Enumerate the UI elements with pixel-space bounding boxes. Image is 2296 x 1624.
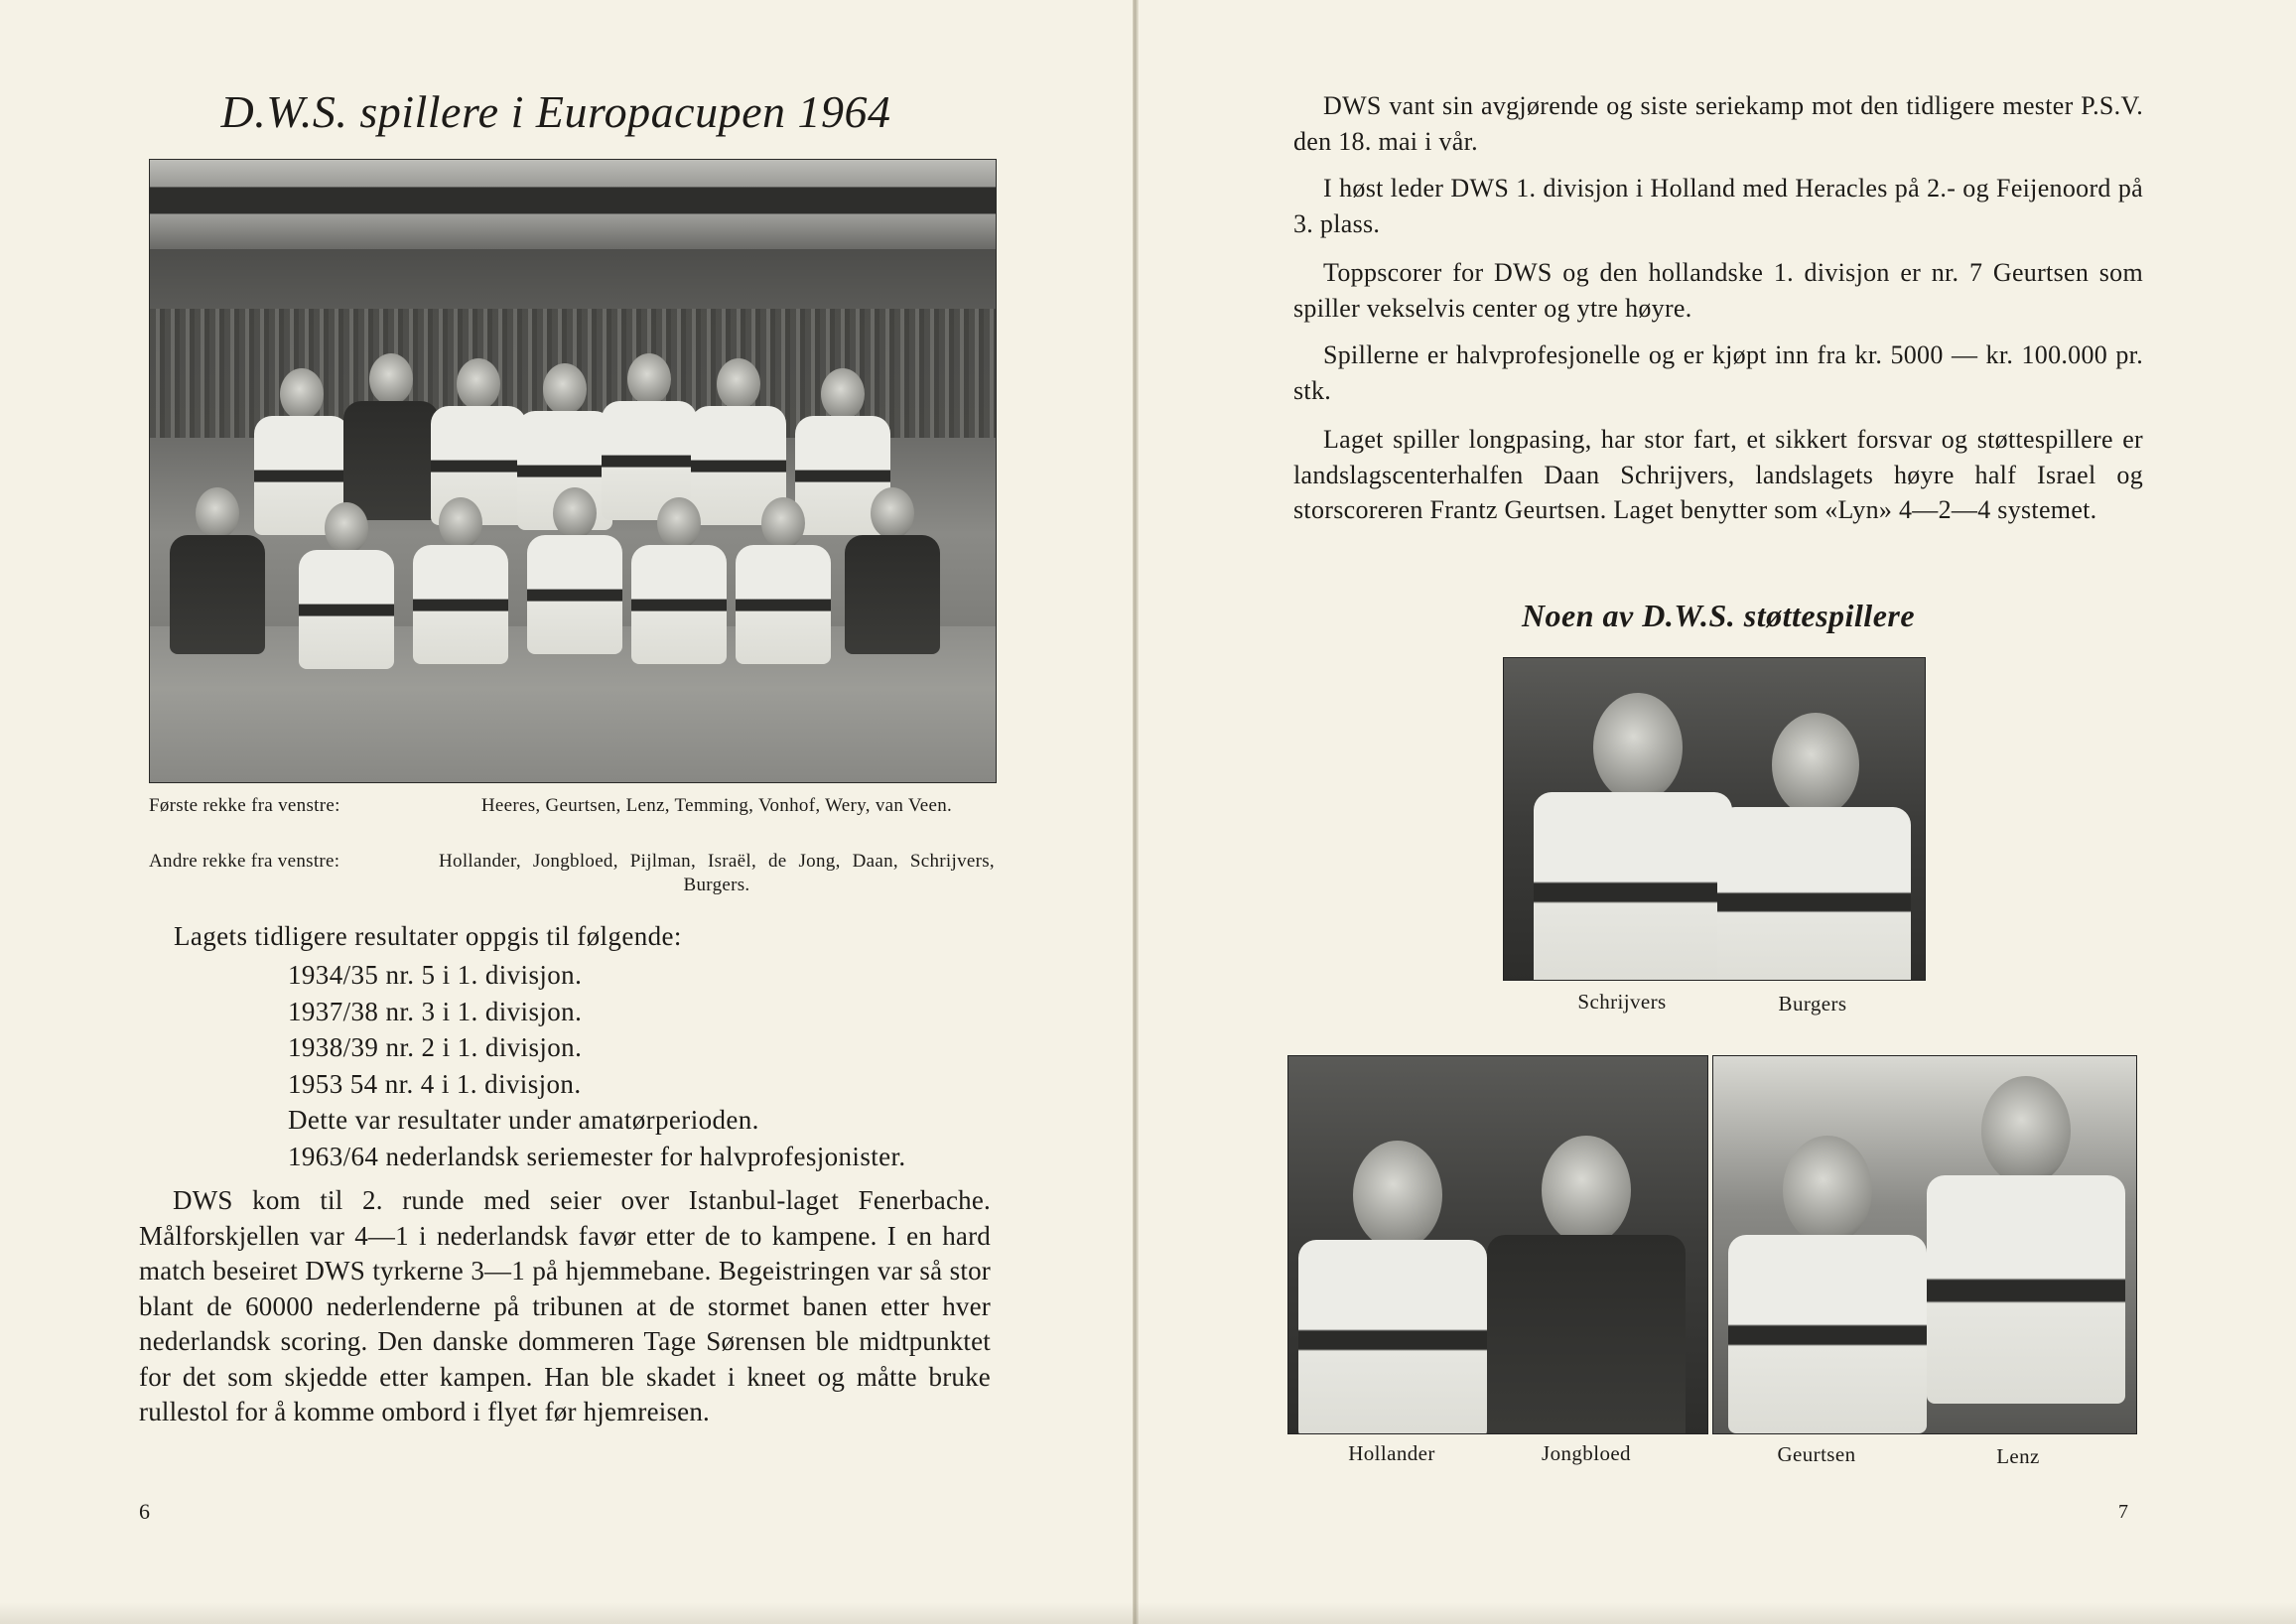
right-paragraph [1293,88,2143,159]
right-paragraph [1293,255,2143,326]
portrait-photo [1712,1055,2137,1434]
result-line: Dette var resultater under amatørperioden. [288,1105,759,1135]
right-paragraph [1293,338,2143,408]
caption-row2-label: Andre rekke fra venstre: [149,851,340,872]
portrait-photo [1503,657,1926,981]
player-name: Hollander [1348,1441,1435,1465]
player-name: Schrijvers [1577,990,1667,1014]
page-edge-shadow [0,1602,2296,1624]
paragraph-text: DWS kom til 2. runde med seier over Istanbul-laget Fenerbache. Målforskjellen var 4—1 i nederlandsk favør etter de to kampene. I en hard match beseiret DWS tyrkerne 3—1 på hjemmebane. Begeistringen var så stor blant de 60000 nederlenderne på tribunen at de stormet banen etter hver nederlandsk scoring. Den danske dommeren Tage Sørensen ble midtpunktet for det som skjedde etter kampen. Han ble skadet i kneet og måtte bruke rullestol for å komme ombord i flyet før hjemreisen. [139,1185,991,1426]
player-name: Lenz [1996,1444,2040,1468]
paragraph-text: Laget spiller longpasing, har stor fart, et sikkert forsvar og støttespillere er landslagscenterhalfen Daan Schrijvers, landslagets høyre half Israel og storscoreren Frantz Geurtsen. Laget benytter som «Lyn» 4—2—4 systemet. [1293,425,2143,524]
paragraph-text: DWS vant sin avgjørende og siste seriekamp mot den tidligere mester P.S.V. den 18. mai i vår. [1293,91,2143,156]
result-line: 1963/64 nederlandsk seriemester for halvprofesjonister. [288,1141,906,1171]
caption-row2-names: Hollander, Jongbloed, Pijlman, Israël, de Jong, Daan, Schrijvers, Burgers. [439,851,995,895]
right-paragraph [1293,422,2143,528]
player-name: Jongbloed [1542,1441,1631,1465]
result-line: 1934/35 nr. 5 i 1. divisjon. [288,960,583,990]
paragraph-text: I høst leder DWS 1. divisjon i Holland med Heracles på 2.- og Feijenoord på 3. plass. [1293,174,2143,238]
stadium-roof [150,160,996,249]
page-number: 6 [139,1499,150,1524]
left-page [0,0,1135,1624]
player-name: Geurtsen [1777,1442,1856,1466]
results-intro: Lagets tidligere resultater oppgis til følgende: [174,921,682,951]
team-photo [149,159,997,783]
portrait-photo [1287,1055,1708,1434]
paragraph-text: Toppscorer for DWS og den hollandske 1. divisjon er nr. 7 Geurtsen som spiller vekselvis center og ytre høyre. [1293,258,2143,323]
result-line: 1938/39 nr. 2 i 1. divisjon. [288,1032,583,1062]
paragraph-text: Spillerne er halvprofesjonelle og er kjøpt inn fra kr. 5000 — kr. 100.000 pr. stk. [1293,340,2143,405]
page-title: D.W.S. spillere i Europacupen 1964 [220,86,891,137]
page-number: 7 [2118,1501,2128,1523]
caption-row1-label: Første rekke fra venstre: [149,795,340,816]
right-paragraph [1293,171,2143,241]
body-paragraph [139,1183,991,1430]
result-line: 1937/38 nr. 3 i 1. divisjon. [288,996,583,1026]
caption-row1-names: Heeres, Geurtsen, Lenz, Temming, Vonhof, Wery, van Veen. [480,795,953,816]
result-line: 1953 54 nr. 4 i 1. divisjon. [288,1068,582,1099]
section-subtitle: Noen av D.W.S. støttespillere [1521,598,1916,633]
player-name: Burgers [1778,992,1847,1015]
results-list [288,957,906,1174]
